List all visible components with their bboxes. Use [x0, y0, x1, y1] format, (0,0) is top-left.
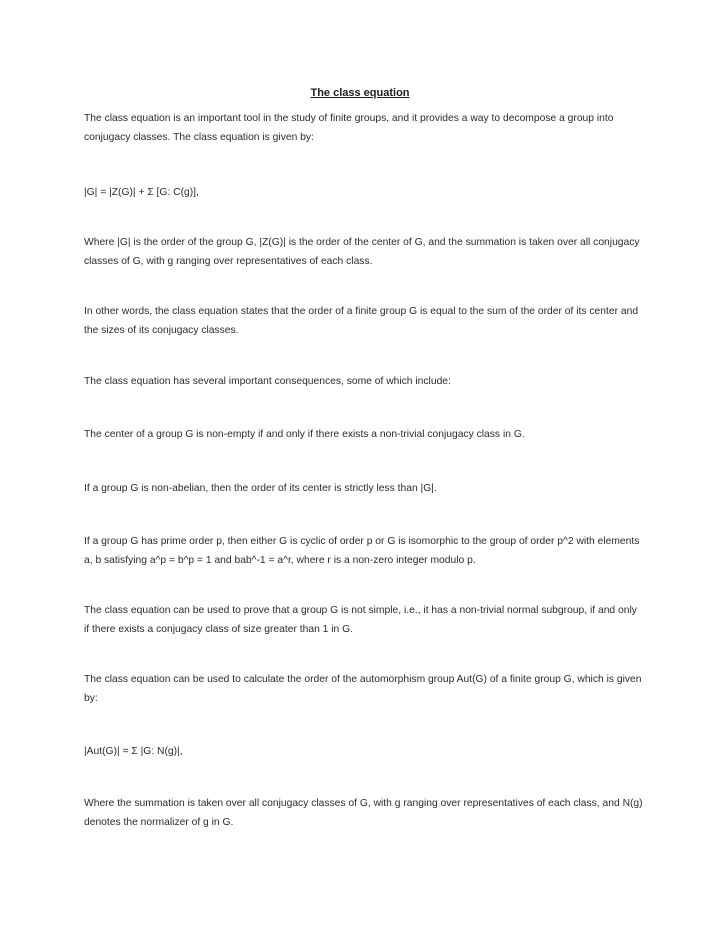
intro-paragraph: The class equation is an important tool in the study of finite groups, and it provides a way to decompose a group into conjugacy classes. The class equation is given by:: [84, 113, 614, 143]
class-equation-formula: |G| = |Z(G)| + Σ [G: C(g)],: [84, 187, 199, 198]
explanation-paragraph: In other words, the class equation states that the order of a finite group G is equal to the sum of the order of its center and the sizes of its conjugacy classes.: [84, 306, 639, 336]
consequence-center-paragraph: The center of a group G is non-empty if and only if there exists a non-trivial conjugacy class in G.: [84, 429, 525, 440]
definition-paragraph: Where |G| is the order of the group G, |Z(G)| is the order of the center of G, and the summation is taken over all conjugacy classes of G, with g ranging over representatives of each class.: [84, 237, 640, 267]
consequence-prime-order-paragraph: If a group G has prime order p, then either G is cyclic of order p or G is isomorphic to the group of order p^2 with elements a, b satisfying a^p = b^p = 1 and bab^-1 = a^r, where r is a non-zero integer modulo p.: [84, 536, 640, 566]
consequences-intro-paragraph: The class equation has several important consequences, some of which include:: [84, 376, 451, 387]
automorphism-formula: |Aut(G)| = Σ |G: N(g)|,: [84, 746, 183, 757]
consequence-automorphism-paragraph: The class equation can be used to calculate the order of the automorphism group Aut(G) of a finite group G, which is given by:: [84, 674, 642, 704]
summation-note-paragraph: Where the summation is taken over all conjugacy classes of G, with g ranging over representatives of each class, and N(g) denotes the normalizer of g in G.: [84, 798, 643, 828]
consequence-simple-paragraph: The class equation can be used to prove that a group G is not simple, i.e., it has a non-trivial normal subgroup, if and only if there exists a conjugacy class of size greater than 1 in G.: [84, 605, 637, 635]
consequence-nonabelian-paragraph: If a group G is non-abelian, then the order of its center is strictly less than |G|.: [84, 483, 437, 494]
page-title: The class equation: [310, 87, 410, 99]
